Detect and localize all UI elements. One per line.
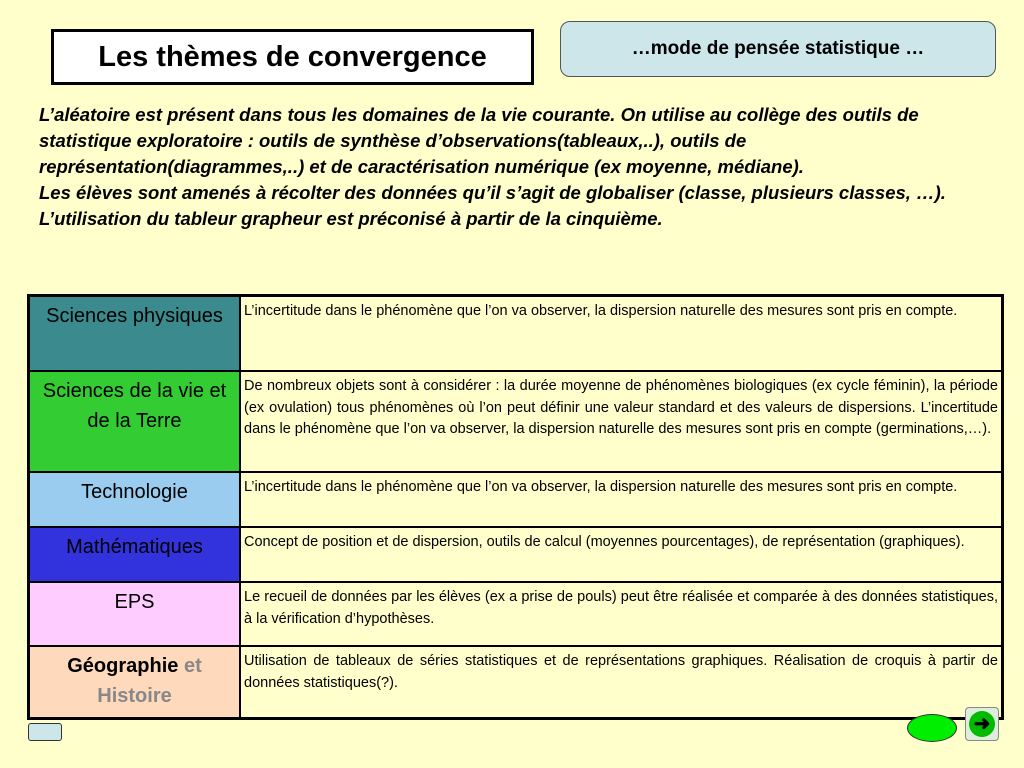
intro-paragraph-1: L’aléatoire est présent dans tous les domaines de la vie courante. On utilise au collège des outils de statistique exploratoire : outils de synthèse d’observations(tableaux,..), outils de représentation(diagrammes,..) et de caractérisation numérique (ex moyenne, médiane). bbox=[39, 104, 919, 177]
page-title: Les thèmes de convergence bbox=[51, 29, 534, 85]
subject-cell bbox=[29, 527, 241, 582]
subject-cell bbox=[29, 582, 241, 646]
intro-text bbox=[39, 102, 989, 232]
nav-home-button[interactable] bbox=[28, 723, 62, 741]
description-cell: De nombreux objets sont à considérer : la durée moyenne de phénomènes biologiques (ex cycle féminin), la période (ex ovulation) tous phénomènes où l’on peut définir une valeur standard et des valeurs de dispersions. L’incertitude dans le phénomène que l’on va observer, la dispersion naturelle des mesures sont pris en compte (germinations,…). bbox=[240, 371, 1003, 472]
themes-table bbox=[27, 294, 1004, 720]
table-row bbox=[29, 646, 1003, 719]
description-cell: Utilisation de tableaux de séries statistiques et de représentations graphiques. Réalisation de croquis à partir de données statistiques(?). bbox=[240, 646, 1003, 719]
table-row bbox=[29, 582, 1003, 646]
subtitle-banner: …mode de pensée statistique … bbox=[560, 21, 996, 77]
subject-label-conjunction: et bbox=[178, 655, 202, 677]
subject-label: EPS bbox=[114, 591, 155, 613]
arrow-right-icon: ➜ bbox=[969, 711, 995, 737]
description-cell: Concept de position et de dispersion, outils de calcul (moyennes pourcentages), de représentation (graphiques). bbox=[240, 527, 1003, 582]
subject-label: Sciences physiques bbox=[46, 305, 223, 327]
description-cell: L’incertitude dans le phénomène que l’on va observer, la dispersion naturelle des mesures sont pris en compte. bbox=[240, 472, 1003, 527]
table-row bbox=[29, 527, 1003, 582]
subject-cell bbox=[29, 296, 241, 372]
intro-paragraph-2: Les élèves sont amenés à récolter des données qu’il s’agit de globaliser (classe, plusieurs classes, …). L’utilisation du tableur grapheur est préconisé à partir de la cinquième. bbox=[39, 182, 946, 229]
subject-label-geographie: Géographie bbox=[67, 655, 179, 677]
table-row bbox=[29, 371, 1003, 472]
subject-label-histoire: Histoire bbox=[97, 685, 172, 707]
subject-cell bbox=[29, 371, 241, 472]
description-cell: L’incertitude dans le phénomène que l’on va observer, la dispersion naturelle des mesures sont pris en compte. bbox=[240, 296, 1003, 372]
subject-cell bbox=[29, 646, 241, 719]
table-row bbox=[29, 296, 1003, 372]
subject-label: Mathématiques bbox=[66, 536, 203, 558]
subject-label: Sciences de la vie et de la Terre bbox=[42, 380, 227, 432]
nav-action-button[interactable] bbox=[907, 714, 957, 742]
next-slide-button[interactable] bbox=[965, 707, 999, 741]
description-cell: Le recueil de données par les élèves (ex a prise de pouls) peut être réalisée et comparée à des données statistiques, à la vérification d’hypothèses. bbox=[240, 582, 1003, 646]
subject-cell bbox=[29, 472, 241, 527]
table-row bbox=[29, 472, 1003, 527]
subject-label: Technologie bbox=[81, 481, 188, 503]
